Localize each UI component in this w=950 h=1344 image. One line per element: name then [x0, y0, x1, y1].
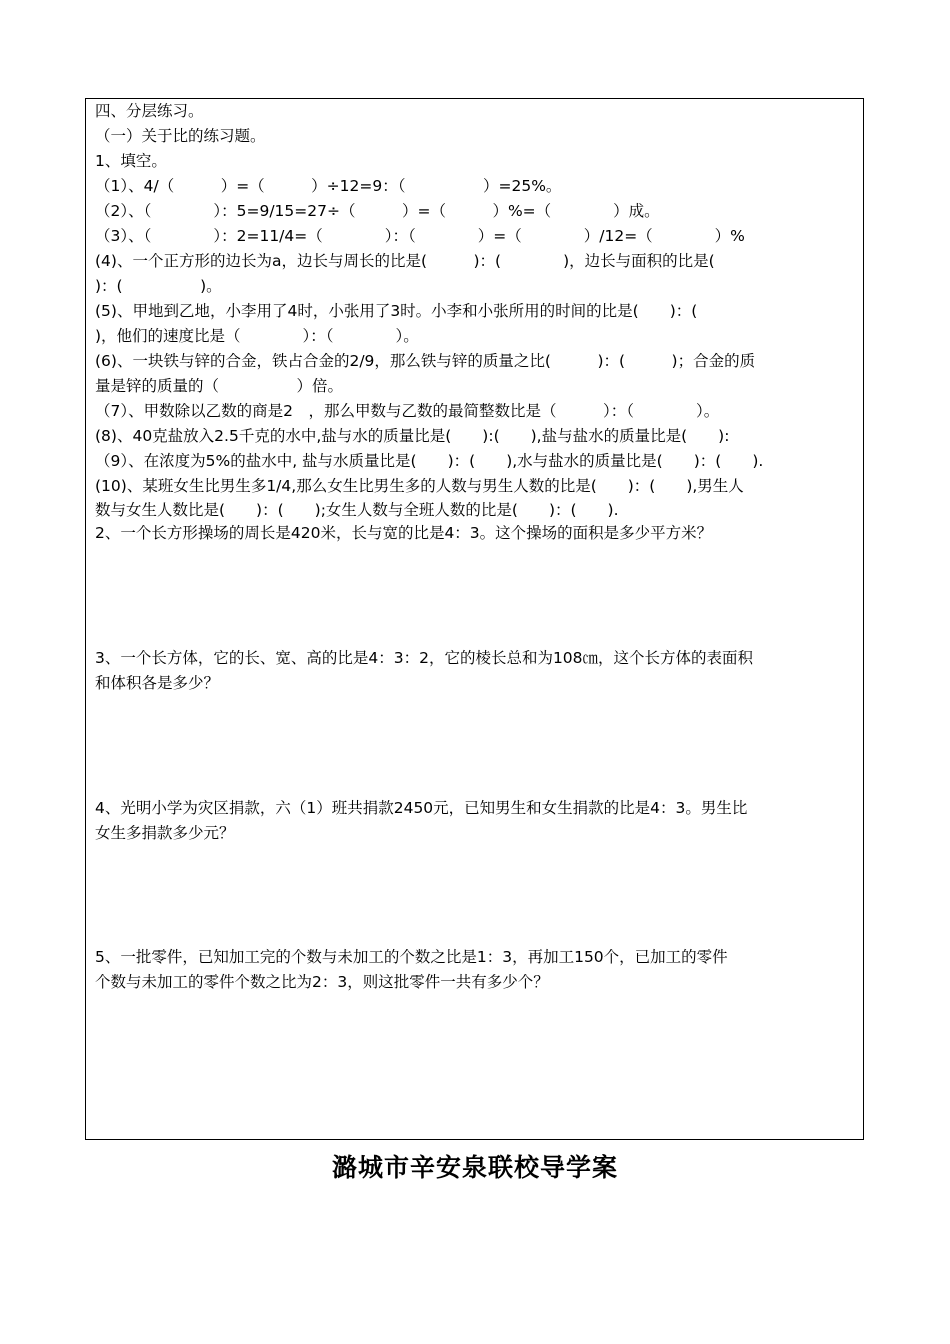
question-5-text: 个数与未加工的零件个数之比为2：3，则这批零件一共有多少个？: [95, 973, 549, 991]
question-1-line: （1）、4/（ ）=（ ）÷12=9：（ ）=25%。: [95, 177, 562, 195]
section-title: 四、分层练习。: [95, 102, 204, 120]
footer-title: 潞城市辛安泉联校导学案: [331, 1153, 618, 1182]
question-1-title: 1、填空。: [95, 152, 167, 170]
question-2-text: 2、一个长方形操场的周长是420米，长与宽的比是4：3。这个操场的面积是多少平方米？: [95, 524, 713, 542]
question-1-line: 量是锌的质量的（ ）倍。: [95, 377, 344, 395]
question-1-line: )：( )。: [95, 277, 222, 295]
question-3-text: 和体积各是多少？: [95, 674, 220, 692]
question-5-text: 5、一批零件，已知加工完的个数与未加工的个数之比是1：3，再加工150个，已加工的零件: [95, 948, 728, 966]
question-4-text: 4、光明小学为灾区捐款，六（1）班共捐款2450元，已知男生和女生捐款的比是4：3。男生比: [95, 799, 748, 817]
question-1-line: 数与女生人数比是( )：( );女生人数与全班人数的比是( )：( ).: [95, 501, 619, 519]
question-1-line: （3）、（ ）：2=11/4=（ ）：（ ）=（ ）/12=（ ）%: [95, 227, 745, 245]
question-4-text: 女生多捐款多少元？: [95, 824, 235, 842]
question-1-line: (6)、一块铁与锌的合金，铁占合金的2/9，那么铁与锌的质量之比( )：( )；合金的质: [95, 352, 756, 370]
subsection-title: （一）关于比的练习题。: [95, 127, 266, 145]
question-1-line: (5)、甲地到乙地，小李用了4时，小张用了3时。小李和小张所用的时间的比是( )：(: [95, 302, 698, 320]
question-1-line: （2）、（ ）：5=9/15=27÷（ ）=（ ）%=（ ）成。: [95, 202, 660, 220]
question-1-line: (4)、一个正方形的边长为a，边长与周长的比是( )：( )，边长与面积的比是(: [95, 252, 715, 270]
question-1-line: （7）、甲数除以乙数的商是2 ，那么甲数与乙数的最简整数比是（ ）：（ ）。: [95, 402, 720, 420]
question-3-text: 3、一个长方体，它的长、宽、高的比是4：3：2，它的棱长总和为108㎝，这个长方体的表面积: [95, 649, 754, 667]
question-1-line: (8)、40克盐放入2.5千克的水中,盐与水的质量比是( ):( ),盐与盐水的质量比是( ):: [95, 427, 730, 445]
question-1-line: )，他们的速度比是（ ）：（ ）。: [95, 327, 419, 345]
question-1-line: (10)、某班女生比男生多1/4,那么女生比男生多的人数与男生人数的比是( )：( ),男生人: [95, 477, 744, 495]
question-1-line: （9）、在浓度为5%的盐水中, 盐与水质量比是( )：( ),水与盐水的质量比是( )：( ).: [95, 452, 764, 470]
